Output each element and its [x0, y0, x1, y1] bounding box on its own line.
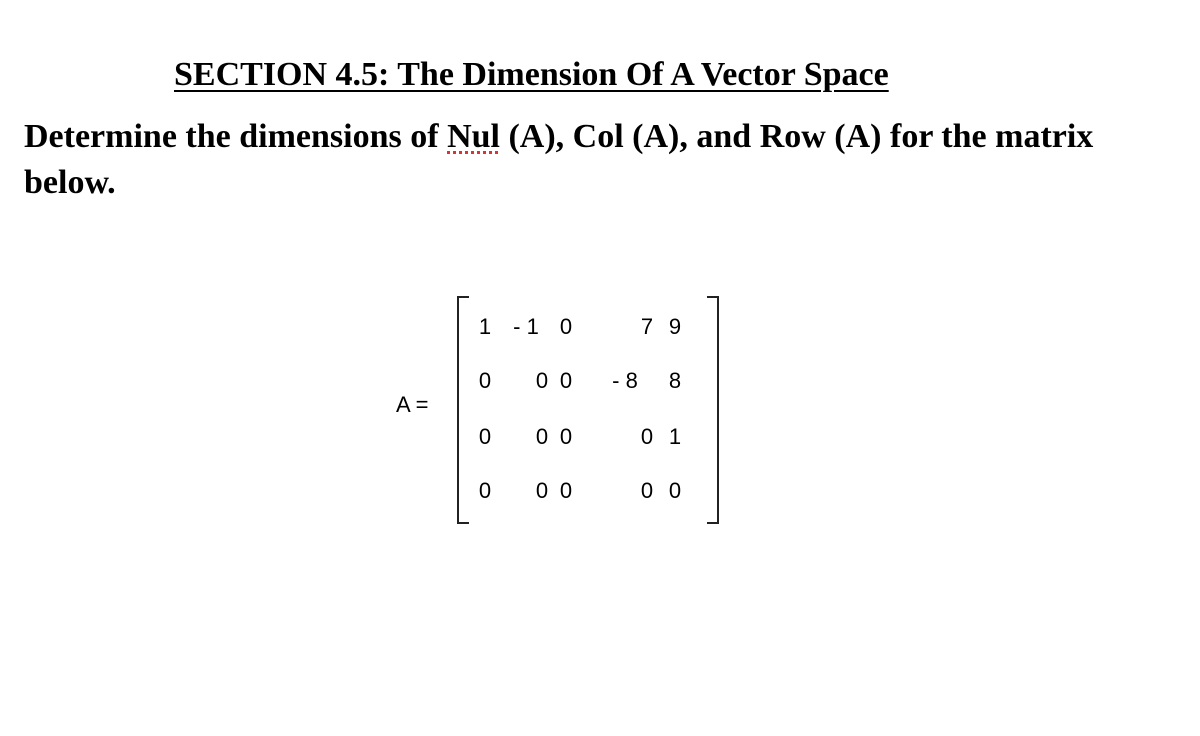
matrix-cell: 0: [640, 424, 654, 449]
matrix-cell: 8: [668, 368, 682, 393]
matrix-cell: 1: [668, 424, 682, 449]
matrix-cell: - 8: [612, 368, 638, 393]
matrix-cell: 0: [559, 424, 573, 449]
matrix-cell: 0: [559, 314, 573, 339]
matrix-cell: - 1: [513, 314, 539, 339]
nul-word: Nul: [447, 118, 500, 155]
matrix-cell: 0: [478, 478, 492, 503]
prompt-text-before: Determine the dimensions of: [24, 118, 448, 155]
matrix-cell: 7: [640, 314, 654, 339]
matrix-cell: 0: [640, 478, 654, 503]
matrix-cell: 1: [478, 314, 492, 339]
section-heading: SECTION 4.5: The Dimension Of A Vector Space: [174, 56, 889, 93]
matrix-cell: 0: [559, 478, 573, 503]
matrix-cell: 0: [535, 424, 549, 449]
prompt-text-after: (A), Col (A), and Row (A) for the matrix below.: [24, 118, 1094, 201]
matrix-cell: 0: [559, 368, 573, 393]
matrix-a: [396, 296, 736, 524]
left-bracket: [457, 296, 469, 524]
problem-statement: [24, 114, 1174, 206]
right-bracket: [707, 296, 719, 524]
matrix-label: A =: [396, 392, 429, 417]
matrix-cell: 0: [478, 368, 492, 393]
matrix-cell: 0: [478, 424, 492, 449]
matrix-cell: 0: [668, 478, 682, 503]
matrix-cell: 9: [668, 314, 682, 339]
matrix-cell: 0: [535, 478, 549, 503]
matrix-cell: 0: [535, 368, 549, 393]
